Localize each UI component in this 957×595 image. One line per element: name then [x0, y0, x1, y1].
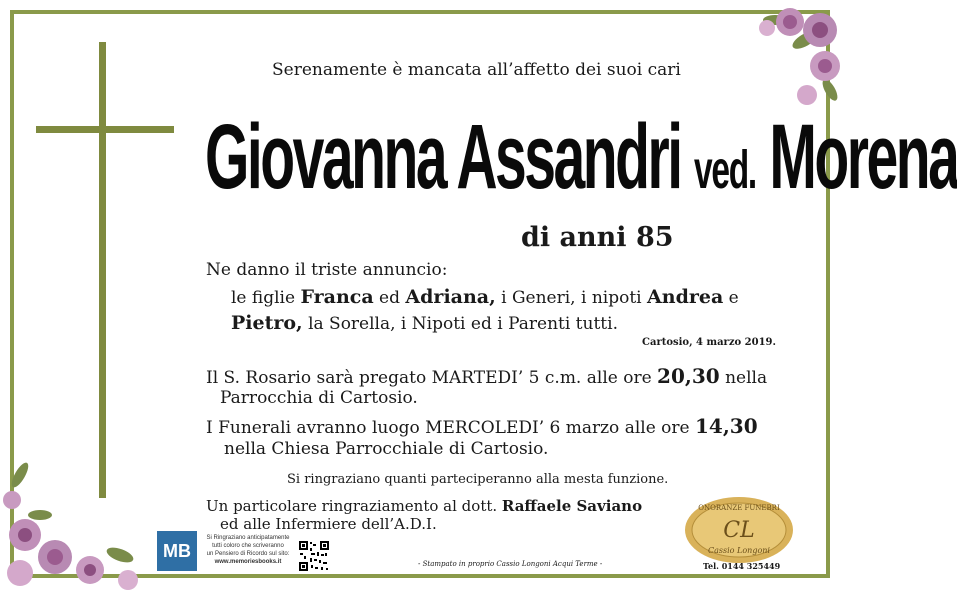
doctor-name: Raffaele Saviano	[501, 497, 643, 515]
printed-by: - Stampato in proprio Cassio Longoni Acqui Terme -	[418, 560, 603, 568]
name-last: Morena	[769, 106, 957, 208]
announce-text: e	[723, 288, 739, 308]
name-first: Giovanna Assandri	[205, 106, 681, 208]
seal-top-text: ONORANZE FUNEBRI	[698, 504, 780, 512]
rosary-text: Il S. Rosario sarà pregato MARTEDI’ 5 c.m. alle ore	[206, 368, 658, 388]
special-thanks-line-2: ed alle Infermiere dell’A.D.I.	[220, 515, 437, 533]
funeral-time: 14,30	[695, 414, 758, 438]
name-pietro: Pietro,	[231, 312, 303, 334]
rosary-after: nella	[719, 368, 768, 388]
age: di anni 85	[521, 222, 674, 253]
announce-text: i Generi, i nipoti	[495, 288, 648, 308]
name-andrea: Andrea	[647, 286, 724, 308]
special-text: Un particolare ringraziamento al dott.	[206, 497, 502, 515]
special-thanks-line-1	[206, 497, 642, 515]
mb-line-2: tutti coloro che scriveranno	[212, 543, 284, 549]
cross-horizontal	[36, 126, 174, 133]
place-date: Cartosio, 4 marzo 2019.	[642, 337, 776, 348]
funeral-line-1	[206, 414, 758, 438]
mb-line-3: un Pensiero di Ricordo sul sito:	[206, 551, 290, 557]
funeral-home-seal	[683, 495, 795, 565]
thanks-line: Si ringraziano quanti parteciperanno alla mesta funzione.	[287, 472, 669, 487]
qr-code-icon[interactable]	[298, 540, 330, 572]
announce-line-1: Ne danno il triste annuncio:	[206, 260, 448, 280]
name-ved: ved.	[693, 140, 756, 200]
telephone: Tel. 0144 325449	[703, 561, 781, 571]
announce-text: la Sorella, i Nipoti ed i Parenti tutti.	[302, 314, 618, 334]
seal-bottom-text: Cassio Longoni	[708, 546, 770, 555]
funeral-text: I Funerali avranno luogo MERCOLEDI’ 6 marzo alle ore	[206, 418, 695, 438]
announce-line-2	[231, 286, 739, 308]
deceased-name	[205, 98, 957, 216]
announce-text: le figlie	[231, 288, 301, 308]
rosary-line-1	[206, 364, 767, 388]
name-franca: Franca	[300, 286, 374, 308]
seal-monogram: CL	[723, 518, 755, 543]
flowers-bottom-left-icon	[0, 445, 170, 595]
intro-line: Serenamente è mancata all’affetto dei suoi cari	[272, 60, 681, 80]
cross-vertical	[99, 42, 106, 498]
memoriesbooks-logo: MB	[157, 531, 197, 571]
announce-text: ed	[373, 288, 406, 308]
announce-line-3	[231, 312, 618, 334]
rosary-time: 20,30	[657, 364, 720, 388]
rosary-line-2: Parrocchia di Cartosio.	[220, 388, 418, 408]
name-adriana: Adriana,	[405, 286, 496, 308]
memoriesbooks-text	[202, 534, 294, 566]
mb-line-1: Si Ringraziano anticipatamente	[206, 535, 290, 541]
funeral-line-2: nella Chiesa Parrocchiale di Cartosio.	[224, 439, 549, 459]
mb-url[interactable]: www.memoriesbooks.it	[214, 559, 282, 565]
